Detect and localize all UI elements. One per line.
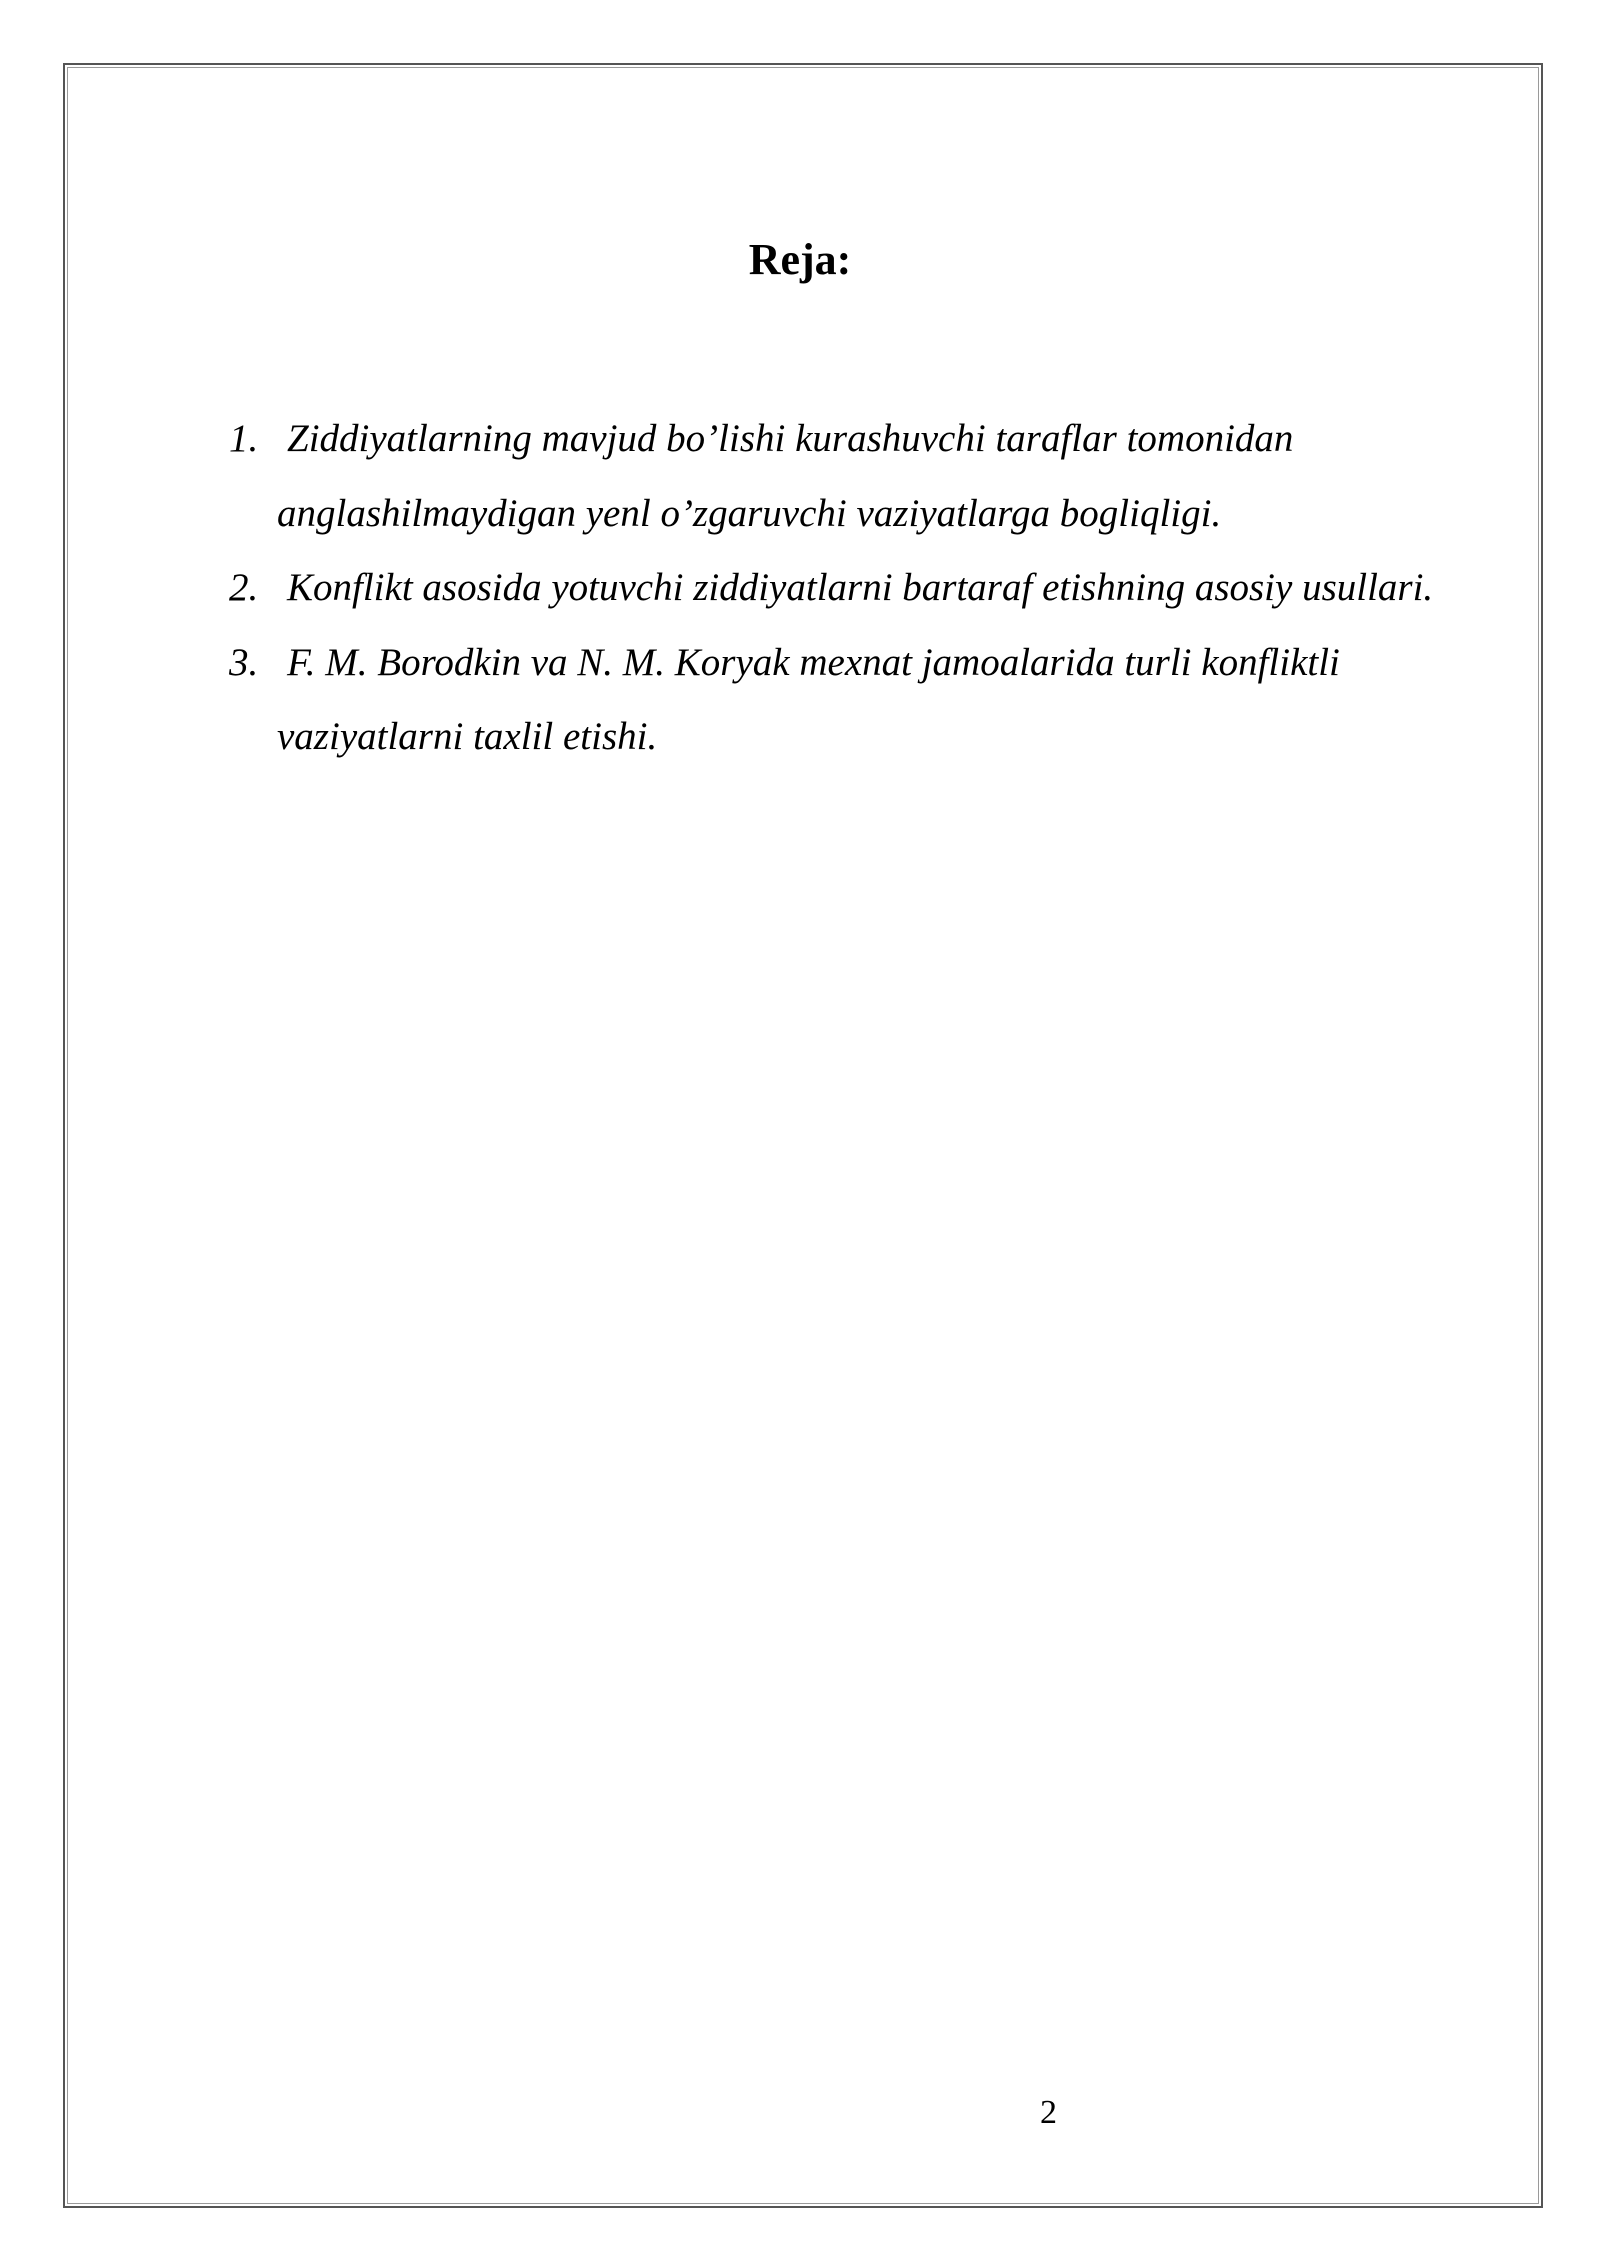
plan-list xyxy=(229,402,1489,775)
page-border xyxy=(63,63,1543,2208)
plan-item-text: Ziddiyatlarning mavjud bo’lishi kurashuvchi taraflar tomonidan anglashilmaydigan yenl o’zgaruvchi vaziyatlarga bogliqligi. xyxy=(277,417,1294,535)
page-number: 2 xyxy=(1040,2094,1057,2131)
plan-item-number: 1. xyxy=(229,417,259,460)
plan-item-number: 3. xyxy=(229,640,259,684)
plan-item-text: F. M. Borodkin va N. M. Koryak mexnat jamoalarida turli konfliktli vaziyatlarni taxlil etishi. xyxy=(277,640,1340,758)
page-title: Reja: xyxy=(748,235,852,284)
plan-item-2 xyxy=(229,551,1489,626)
plan-item-1 xyxy=(229,402,1489,551)
plan-item-3 xyxy=(229,626,1489,775)
plan-item-text: Konflikt asosida yotuvchi ziddiyatlarni bartaraf etishning asosiy usullari. xyxy=(287,566,1434,609)
plan-item-number: 2. xyxy=(229,566,259,609)
